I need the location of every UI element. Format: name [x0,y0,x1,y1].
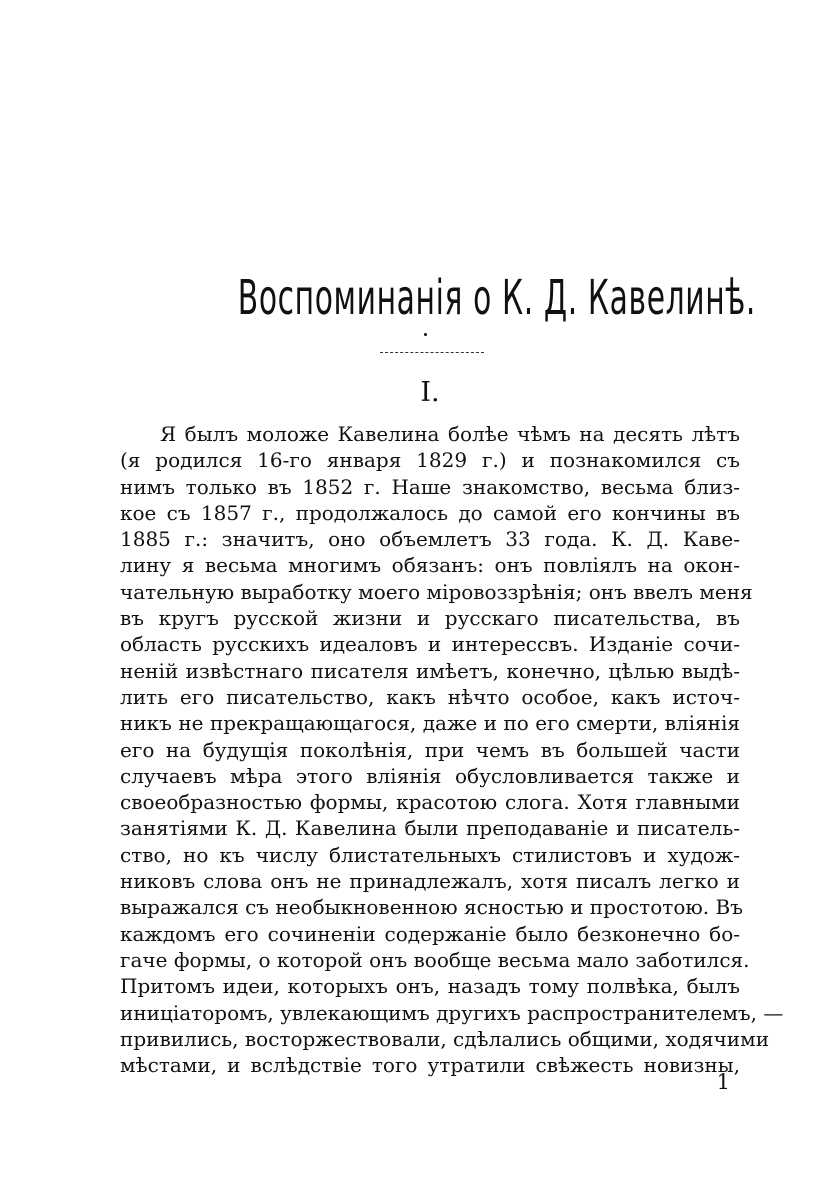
section-number: I. [420,377,440,408]
text-line: лить его писательство, какъ нѣчто особое, какъ источ- [120,684,740,709]
page-number: 1 [716,1070,730,1094]
text-line: Притомъ идеи, которыхъ онъ, назадъ тому полвѣка, былъ [120,974,740,999]
text-line: (я родился 16-го января 1829 г.) и познакомился съ [120,448,740,473]
text-line: Я былъ моложе Кавелина болѣе чѣмъ на десять лѣтъ [160,422,740,446]
title-divider [380,352,484,353]
text-line: лину я весьма многимъ обязанъ: онъ повліялъ на окон- [120,553,740,578]
text-line: привились, восторжествовали, сдѣлались общими, ходячими [120,1026,770,1051]
text-line: гаче формы, о которой онъ вообще весьма мало заботился. [120,947,750,972]
text-line: 1885 г.: значитъ, оно объемлетъ 33 года. К. Д. Каве- [120,527,740,552]
text-line: мѣстами, и вслѣдствіе того утратили свѣжесть новизны, [120,1053,740,1078]
text-line: его на будущія поколѣнія, при чемъ въ большей части [120,737,740,762]
text-line: чательную выработку моего міровоззрѣнія; онъ ввелъ меня [120,579,753,604]
text-line: въ кругъ русской жизни и русскаго писательства, въ [120,606,740,631]
body-text [120,421,784,1078]
text-line: своеобразностью формы, красотою слога. Хотя главными [120,790,740,815]
text-line: кое съ 1857 г., продолжалось до самой его кончины въ [120,500,740,525]
text-line: ство, но къ числу блистательныхъ стилистовъ и худож- [120,842,740,867]
text-line: неній извѣстнаго писателя имѣетъ, конечно, цѣлью выдѣ- [120,658,740,683]
text-line: случаевъ мѣра этого вліянія обусловливается также и [120,763,740,788]
text-line: выражался съ необыкновенною ясностью и простотою. Въ [120,895,743,920]
text-line: никовъ слова онъ не принадлежалъ, хотя писалъ легко и [120,869,740,894]
text-line: каждомъ его сочиненіи содержаніе было безконечно бо- [120,921,740,946]
title-ornament-dot [424,333,427,336]
page-title: Воспоминанія о К. Д. Кавелинѣ. [237,270,757,326]
text-line: занятіями К. Д. Кавелина были преподаваніе и писатель- [120,816,740,841]
text-line: никъ не прекращающагося, даже и по его смерти, вліянія [120,711,740,736]
text-line: нимъ только въ 1852 г. Наше знакомство, весьма близ- [120,474,740,499]
text-line: область русскихъ идеаловъ и интерессвъ. Изданіе сочи- [120,632,740,657]
text-line: иниціаторомъ, увлекающимъ другихъ распространителемъ, — [120,1000,784,1025]
